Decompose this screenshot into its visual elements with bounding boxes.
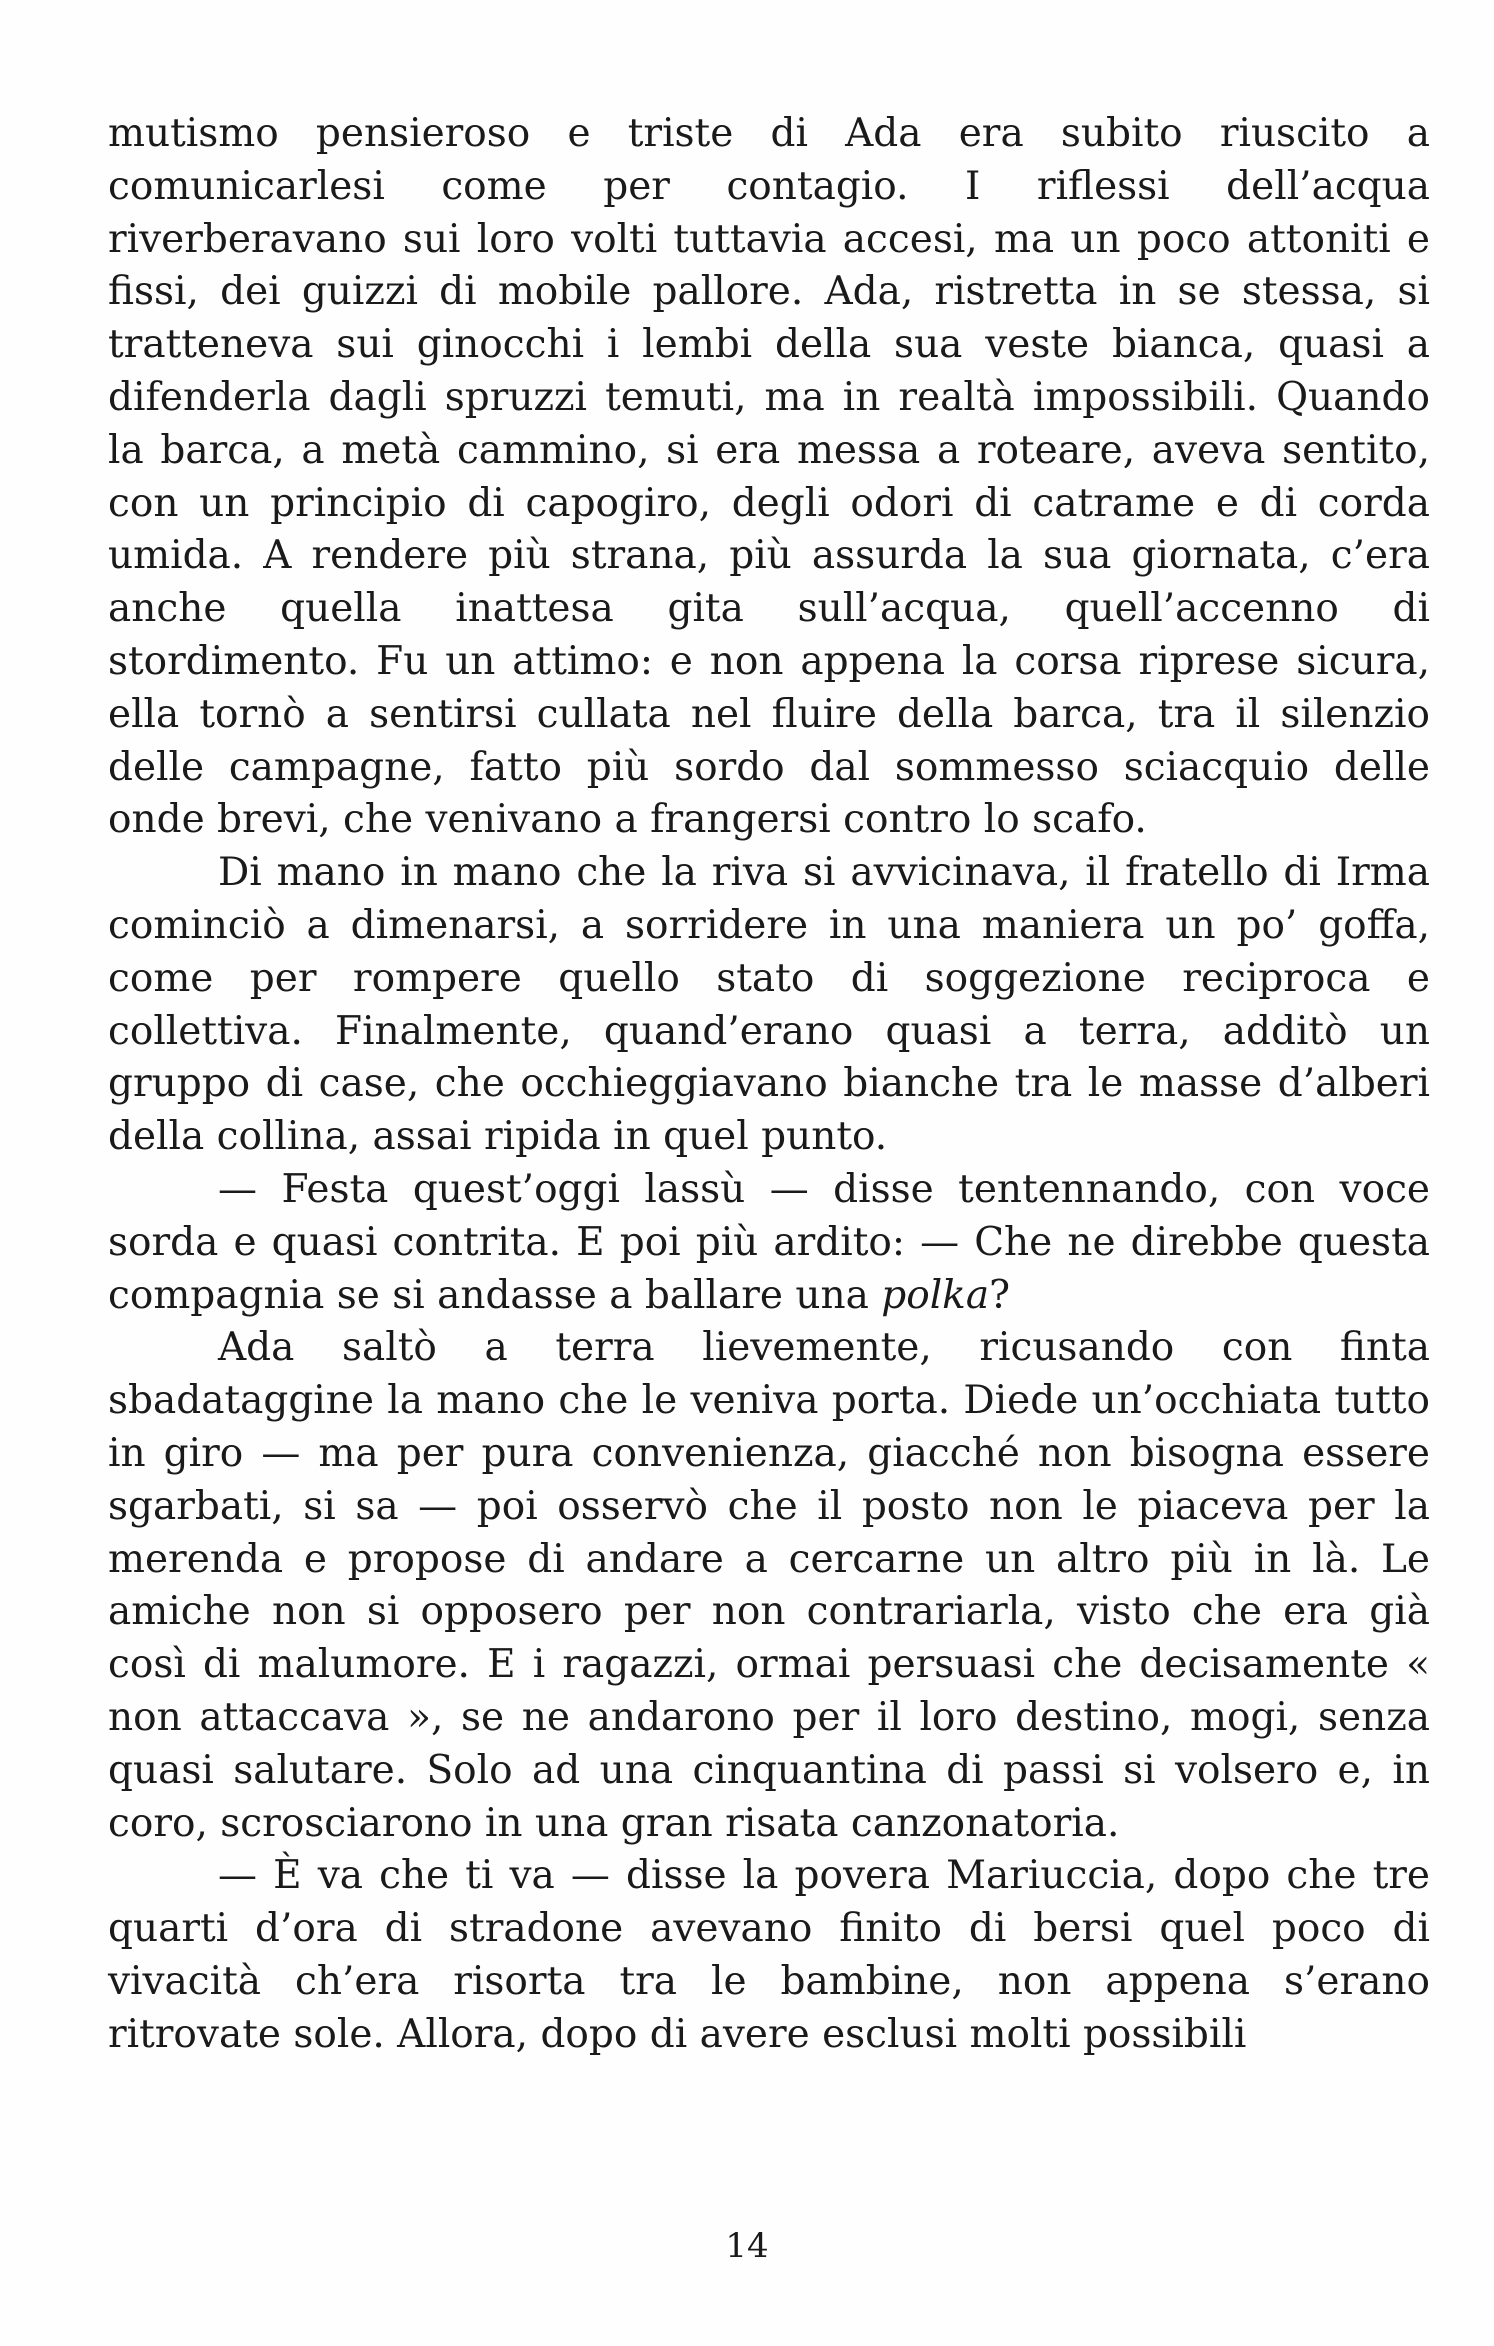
paragraph-5: — È va che ti va — disse la povera Mariuccia, dopo che tre quarti d’ora di stradone avevano finito di bersi quel poco di vivacità ch’era risorta tra le bambine, non appena s’erano ritrovate sole. Allora, dopo di avere esclusi molti possibili [108,1853,1430,2057]
page-number: 14 [725,2226,769,2266]
body-text [108,108,1430,2061]
italic-polka: polka [881,1272,990,1318]
paragraph-2: Di mano in mano che la riva si avvicinava, il fratello di Irma cominciò a dimenarsi, a sorridere in una maniera un po’ goffa, come per rompere quello stato di soggezione reciproca e collettiva. Finalmente, quand’erano quasi a terra, additò un gruppo di case, che occhieggiavano bianche tra le masse d’alberi della collina, assai ripida in quel punto. [108,850,1430,1160]
paragraph-3-text: — Festa quest’oggi lassù — disse tentennando, con voce sorda e quasi contrita. E poi più ardito: — Che ne direbbe questa compagnia se si andasse a ballare una [108,1166,1430,1318]
paragraph-3 [108,1164,1430,1322]
paragraph-4: Ada saltò a terra lievemente, ricusando con finta sbadataggine la mano che le veniva porta. Diede un’occhiata tutto in giro — ma per pura convenienza, giacché non bisogna essere sgarbati, si sa — poi osservò che il posto non le piaceva per la merenda e propose di andare a cercarne un altro più in là. Le amiche non si opposero per non contrariarla, visto che era già così di malumore. E i ragazzi, ormai persuasi che decisamente « non attaccava », se ne andarono per il loro destino, mogi, senza quasi salutare. Solo ad una cinquantina di passi si volsero e, in coro, scrosciarono in una gran risata canzonatoria. [108,1325,1430,1846]
paragraph-1: mutismo pensieroso e triste di Ada era subito riuscito a comunicarlesi come per contagio. I riflessi dell’acqua riverberavano sui loro volti tuttavia accesi, ma un poco attoniti e fissi, dei guizzi di mobile pallore. Ada, ristretta in se stessa, si tratteneva sui ginocchi i lembi della sua veste bianca, quasi a difenderla dagli spruzzi temuti, ma in realtà impossibili. Quando la barca, a metà cammino, si era messa a roteare, aveva sentito, con un principio di capogiro, degli odori di catrame e di corda umida. A rendere più strana, più assurda la sua giornata, c’era anche quella inattesa gita sull’acqua, quell’accenno di stordimento. Fu un attimo: e non appena la corsa riprese sicura, ella tornò a sentirsi cullata nel fluire della barca, tra il silenzio delle campagne, fatto più sordo dal sommesso sciacquio delle onde brevi, che venivano a frangersi contro lo scafo. [108,111,1430,843]
paragraph-3-end: ? [989,1272,1010,1318]
